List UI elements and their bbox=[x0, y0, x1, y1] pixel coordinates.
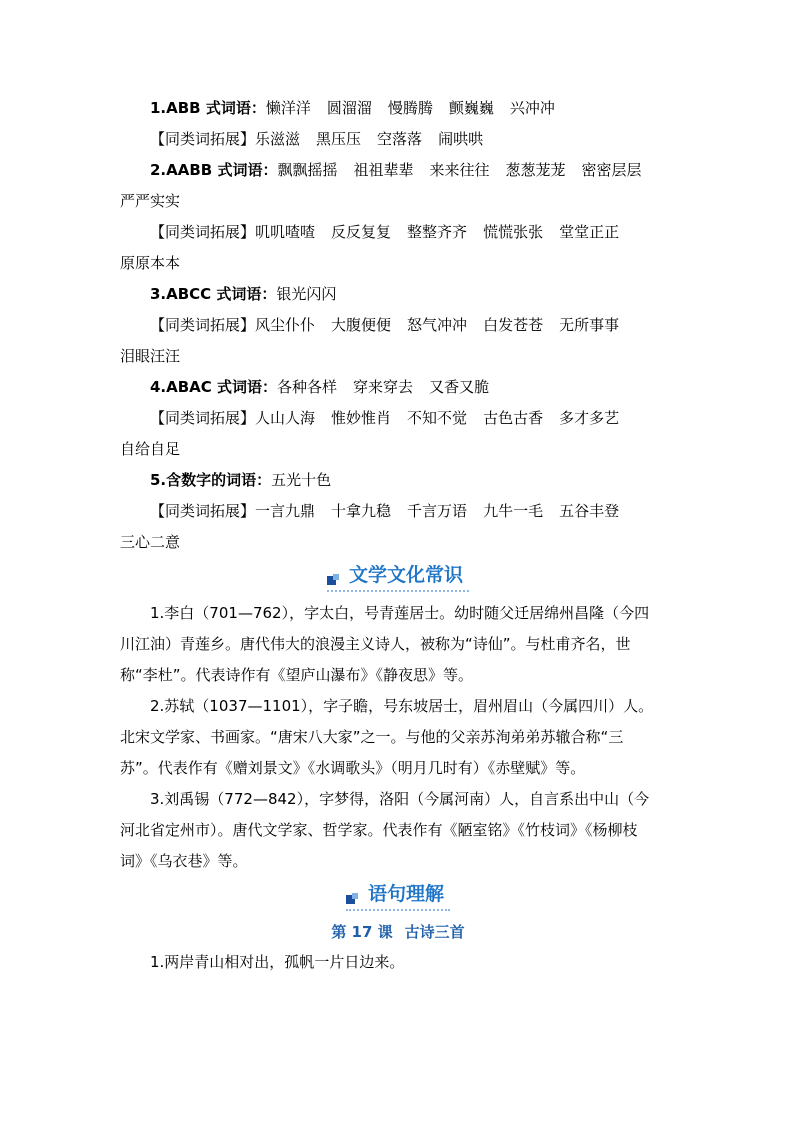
vocab-abb-ext-label: 【同类词拓展】 bbox=[150, 130, 256, 148]
vocab-aabb-label: 2.AABB 式词语： bbox=[150, 161, 278, 179]
literature-item-3-line-1: 3.刘禹锡（772—842），字梦得，洛阳（今属河南）人，自言系出中山（今 bbox=[150, 790, 650, 808]
vocab-word: 五光十色 bbox=[271, 471, 332, 489]
vocab-word: 千言万语 bbox=[407, 502, 468, 520]
vocab-word: 乐滋滋 bbox=[255, 130, 301, 148]
literature-item-3 bbox=[120, 784, 676, 877]
vocab-abac-ext-wrap: 自给自足 bbox=[120, 440, 181, 458]
vocab-aabb-ext-words bbox=[255, 223, 619, 241]
vocab-abb-label: 1.ABB 式词语： bbox=[150, 99, 266, 117]
vocab-word: 圆溜溜 bbox=[326, 99, 372, 117]
literature-item-1-line-2: 川江油）青莲乡。唐代伟大的浪漫主义诗人，被称为“诗仙”。与杜甫齐名，世 bbox=[120, 635, 631, 653]
vocab-word: 慌慌张张 bbox=[483, 223, 544, 241]
vocab-abac-ext-label: 【同类词拓展】 bbox=[150, 409, 256, 427]
vocab-abac-ext-words bbox=[255, 409, 619, 427]
literature-item-2 bbox=[120, 691, 676, 784]
vocab-word: 一言九鼎 bbox=[255, 502, 316, 520]
vocab-word: 各种各样 bbox=[277, 378, 338, 396]
vocab-word: 颤巍巍 bbox=[448, 99, 494, 117]
literature-item-2-line-1: 2.苏轼（1037—1101），字子瞻，号东坡居士，眉州眉山（今属四川）人。 bbox=[150, 697, 654, 715]
vocab-word: 人山人海 bbox=[255, 409, 316, 427]
vocab-abcc-words bbox=[276, 285, 336, 303]
vocab-word: 兴冲冲 bbox=[509, 99, 555, 117]
vocab-word: 密密层层 bbox=[581, 161, 642, 179]
vocab-abb-ext-words bbox=[255, 130, 483, 148]
vocab-word: 白发苍苍 bbox=[483, 316, 544, 334]
section-literature-text: 文学文化常识 bbox=[348, 564, 463, 586]
section-sentence-header bbox=[120, 877, 676, 917]
vocab-aabb bbox=[120, 155, 676, 186]
literature-item-2-line-3: 苏”。代表作有《赠刘景文》《水调歌头》（明月几时有）《赤壁赋》等。 bbox=[120, 759, 586, 777]
literature-item-2-line-2: 北宋文学家、书画家。“唐宋八大家”之一。与他的父亲苏洵弟弟苏辙合称“三 bbox=[120, 728, 624, 746]
vocab-num-label: 5.含数字的词语： bbox=[150, 471, 272, 489]
vocab-abcc-ext-words bbox=[255, 316, 619, 334]
vocab-word: 古色古香 bbox=[483, 409, 544, 427]
vocab-aabb-ext bbox=[120, 217, 676, 248]
vocab-abb-words bbox=[266, 99, 555, 117]
vocab-word: 空落落 bbox=[377, 130, 423, 148]
literature-item-1-line-3: 称“李杜”。代表诗作有《望庐山瀑布》《静夜思》等。 bbox=[120, 666, 474, 684]
vocab-word: 叽叽喳喳 bbox=[255, 223, 316, 241]
vocab-word: 怒气冲冲 bbox=[407, 316, 468, 334]
vocab-word: 穿来穿去 bbox=[353, 378, 414, 396]
vocab-word: 黑压压 bbox=[316, 130, 362, 148]
content bbox=[120, 93, 676, 978]
vocab-abac-ext bbox=[120, 403, 676, 434]
section-sentence-title bbox=[346, 879, 450, 911]
vocab-word: 飘飘摇摇 bbox=[277, 161, 338, 179]
literature-item-3-line-3: 词》《乌衣巷》等。 bbox=[120, 852, 248, 870]
vocab-abcc-ext-label: 【同类词拓展】 bbox=[150, 316, 256, 334]
section-literature-title bbox=[327, 560, 469, 592]
vocab-word: 十拿九稳 bbox=[331, 502, 392, 520]
vocab-word: 慢腾腾 bbox=[387, 99, 433, 117]
vocab-num-ext bbox=[120, 496, 676, 527]
vocab-num-ext-wrap: 三心二意 bbox=[120, 533, 181, 551]
lesson-number: 第 17 课 bbox=[331, 923, 393, 941]
literature-item-1-line-1: 1.李白（701—762），字太白，号青莲居士。幼时随父迁居绵州昌隆（今四 bbox=[150, 604, 650, 622]
vocab-abac-words bbox=[277, 378, 489, 396]
section-literature-header bbox=[120, 558, 676, 598]
section-sentence-text: 语句理解 bbox=[367, 883, 444, 905]
section-square-icon bbox=[327, 574, 339, 586]
lesson-name: 古诗三首 bbox=[404, 923, 465, 941]
vocab-word: 九牛一毛 bbox=[483, 502, 544, 520]
literature-item-3-line-2: 河北省定州市）。唐代文学家、哲学家。代表作有《陋室铭》《竹枝词》《杨柳枝 bbox=[120, 821, 638, 839]
vocab-word: 风尘仆仆 bbox=[255, 316, 316, 334]
vocab-abcc bbox=[120, 279, 676, 310]
vocab-aabb-ext-label: 【同类词拓展】 bbox=[150, 223, 256, 241]
vocab-num bbox=[120, 465, 676, 496]
vocab-word: 又香又脆 bbox=[429, 378, 490, 396]
sentence-item-1: 1.两岸青山相对出，孤帆一片日边来。 bbox=[150, 953, 405, 971]
vocab-word: 葱葱茏茏 bbox=[505, 161, 566, 179]
vocab-abb bbox=[120, 93, 676, 124]
vocab-num-ext-words bbox=[255, 502, 619, 520]
vocab-abb-ext bbox=[120, 124, 676, 155]
section-square-icon bbox=[346, 893, 358, 905]
vocab-abac-label: 4.ABAC 式词语： bbox=[150, 378, 278, 396]
vocab-word: 闹哄哄 bbox=[438, 130, 484, 148]
literature-item-1 bbox=[120, 598, 676, 691]
vocab-word: 懒洋洋 bbox=[265, 99, 311, 117]
vocab-word: 银光闪闪 bbox=[276, 285, 337, 303]
vocab-word: 惟妙惟肖 bbox=[331, 409, 392, 427]
vocab-abac bbox=[120, 372, 676, 403]
vocab-word: 大腹便便 bbox=[331, 316, 392, 334]
vocab-word: 整整齐齐 bbox=[407, 223, 468, 241]
vocab-aabb-wrap: 严严实实 bbox=[120, 192, 181, 210]
vocab-num-ext-label: 【同类词拓展】 bbox=[150, 502, 256, 520]
vocab-word: 五谷丰登 bbox=[559, 502, 620, 520]
vocab-word: 来来往往 bbox=[429, 161, 490, 179]
vocab-abcc-ext bbox=[120, 310, 676, 341]
vocab-abcc-ext-wrap: 泪眼汪汪 bbox=[120, 347, 181, 365]
vocab-word: 不知不觉 bbox=[407, 409, 468, 427]
vocab-word: 多才多艺 bbox=[559, 409, 620, 427]
vocab-aabb-ext-wrap: 原原本本 bbox=[120, 254, 181, 272]
vocab-aabb-words bbox=[277, 161, 641, 179]
vocab-word: 祖祖辈辈 bbox=[353, 161, 414, 179]
vocab-word: 反反复复 bbox=[331, 223, 392, 241]
vocab-word: 无所事事 bbox=[559, 316, 620, 334]
vocab-word: 堂堂正正 bbox=[559, 223, 620, 241]
vocab-abcc-label: 3.ABCC 式词语： bbox=[150, 285, 277, 303]
vocab-num-words bbox=[271, 471, 331, 489]
lesson-heading bbox=[120, 917, 676, 947]
